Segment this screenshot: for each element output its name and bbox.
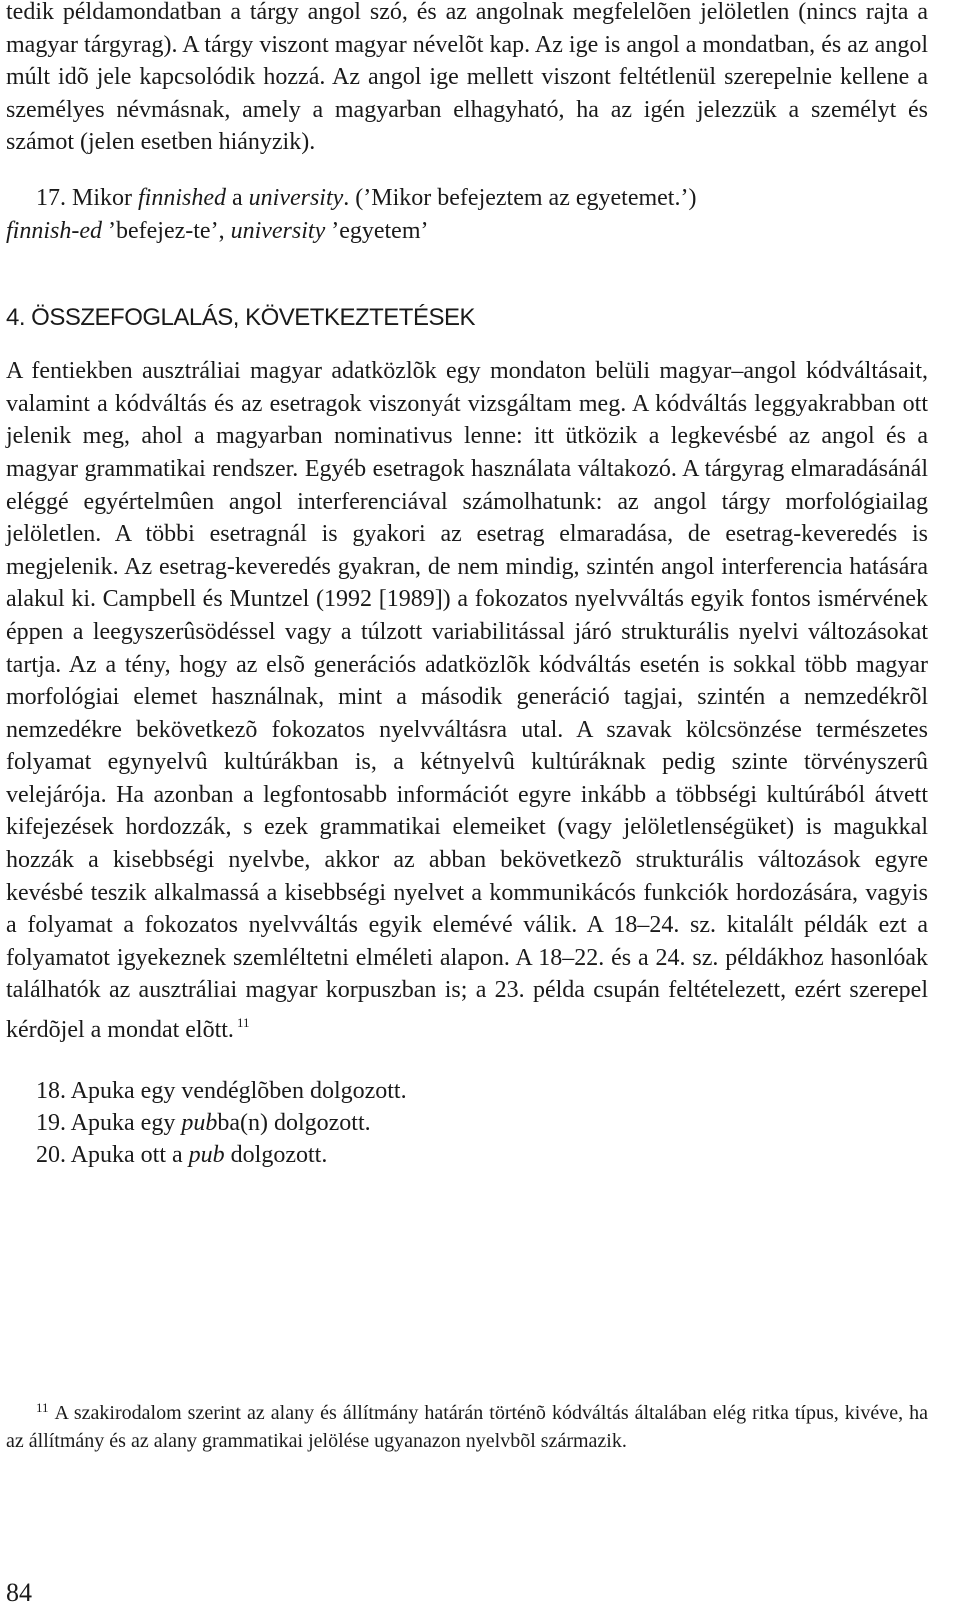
example-17 xyxy=(6,182,928,247)
paragraph-main: A fentiekben ausztráliai magyar adatközlõk egy mondaton belüli magyar–angol kódváltásait, valamint a kódváltás és az esetragok viszonyát vizsgáltam meg. A kódváltás leggyakrabban ott jelenik meg, ahol a magyarban nominativus lenne: itt ütközik a legkevésbé az angol és a magyar grammatikai rendszer. Egyéb esetragok használata váltakozó. A tárgyrag elmaradásánál eléggé egyértelmûen angol interferenciával számolhatunk: az angol tárgy morfológiailag jelöletlen. A többi esetragnál is gyakori az esetrag elmaradása, de esetrag-keveredés is megjelenik. Az esetrag-keveredés gyakran, de nem mindig, szintén angol interferencia hatására alakul ki. Campbell és Muntzel (1992 [1989]) a fokozatos nyelvváltás egyik fontos ismérvének éppen a leegyszerûsödéssel vagy a túlzott variabilitással járó strukturális nyelvi változásokat tartja. Az a tény, hogy az elsõ generációs adatközlõk kódváltás esetén is sokkal több magyar morfológiai elemet használnak, mint a második generáció tagjai, szintén a nemzedékrõl nemzedékre bekövetkezõ fokozatos nyelvváltásra utal. A szavak kölcsönzése természetes folyamat egynyelvû kultúrákban is, a kétnyelvû kultúráknak pedig szinte törvényszerû velejárója. Ha azonban a legfontosabb információt egyre inkább a többségi kultúrából átvett kifejezések hordozzák, s ezek grammatikai elemeiket (vagy jelöletlenségüket) is magukkal hozzák a kisebbségi nyelvbe, akkor az abban bekövetkezõ strukturális változások egyre kevésbé teszik alkalmassá a kisebbségi nyelvet a kommunikácós funkciók hordozására, vagyis a folyamat a fokozatos nyelvváltás egyik elemévé válik. A 18–24. sz. kitalált példák ezt a folyamatot igyekeznek szemléltetni elméleti alapon. A 18–22. és a 24. sz. példákhoz hasonlóak találhatók az ausztráliai magyar korpuszban is; a 23. példa csupán feltételezett, ezért szerepel kérdõjel a mondat elõtt. $^{11}$ xyxy=(6,358,928,1044)
page-number: 84 xyxy=(6,1578,32,1607)
example-19: 19. Apuka egy pubba(n) dolgozott. xyxy=(36,1109,371,1136)
example-18: 18. Apuka egy vendéglõben dolgozott. xyxy=(36,1077,407,1104)
page-body xyxy=(6,0,928,1171)
footnote-text: A szakirodalom szerint az alany és állítmány határán történõ kódváltás általában elég ritka típus, kivéve, ha az állítmány és az alany grammatikai jelölése ugyanazon nyelvbõl származik. xyxy=(6,1402,928,1452)
footnote-reference[interactable]: 11 xyxy=(236,1015,250,1031)
footnote xyxy=(6,1394,928,1455)
example-17-sentence: 17. Mikor finnished a university. (’Mikor befejeztem az egyetemet.’) xyxy=(36,184,697,211)
example-list xyxy=(6,1075,928,1171)
example-20: 20. Apuka ott a pub dolgozott. xyxy=(36,1141,328,1168)
section-heading: 4. ÖSSZEFOGLALÁS, KÖVETKEZTETÉSEK xyxy=(6,304,475,332)
example-17-gloss: finnish-ed ’befejez-te’, university ’egyetem’ xyxy=(6,217,429,244)
paragraph-top: tedik példamondatban a tárgy angol szó, és az angolnak megfelelõen jelöletlen (nincs rajta a magyar tárgyrag). A tárgy viszont magyar névelõt kap. Az ige is angol a mondatban, és az angol múlt idõ jele kapcsolódik hozzá. Az angol ige mellett viszont feltétlenül szerepelnie kellene a személyes névmásnak, amely a magyarban elhagyható, ha az igén jelezzük a személyt és számot (jelen esetben hiányzik). xyxy=(6,0,928,156)
footnote-mark: 11 xyxy=(36,1400,49,1415)
